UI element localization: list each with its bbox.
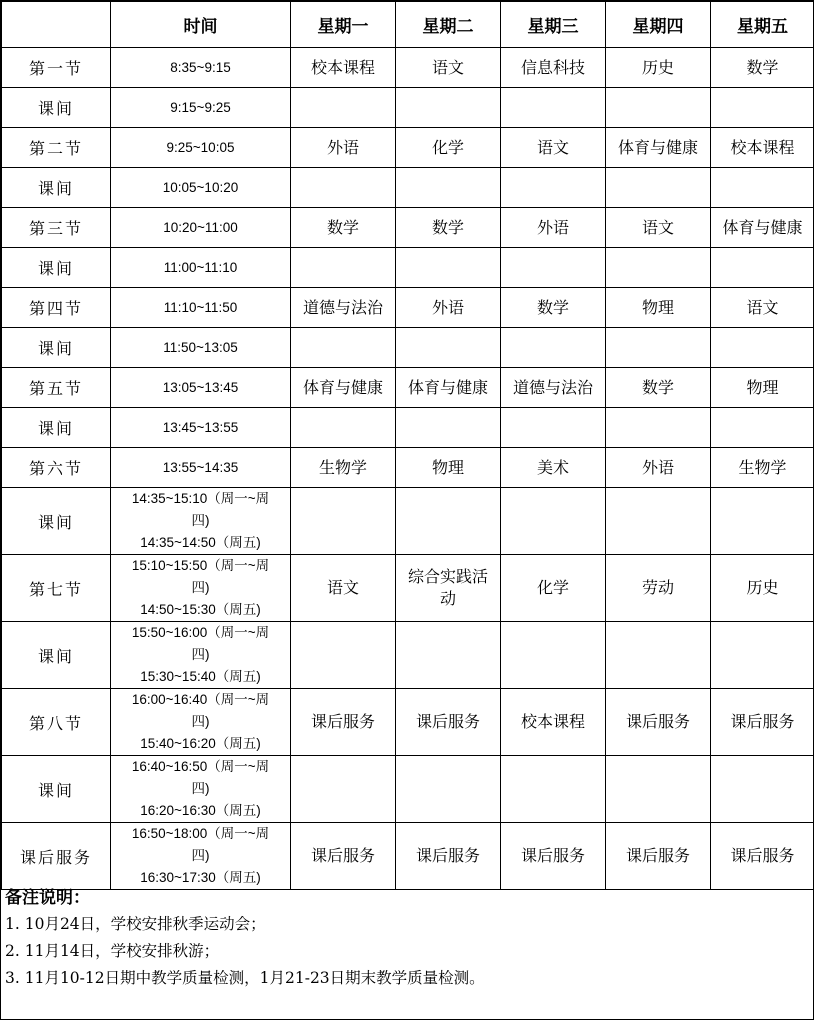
time-line: 15:30~15:40（周五) [140,669,261,684]
time-line: 四) [191,647,210,662]
table-row [2,823,814,890]
subject-cell [396,622,501,689]
subject-cell: 课后服务 [711,823,814,890]
subject-cell: 信息科技 [501,48,606,88]
table-row [2,622,814,689]
period-label: 课间 [2,488,111,555]
period-time [111,823,291,890]
subject-cell [291,248,396,288]
time-line: 14:35~15:10（周一~周 [131,491,270,506]
table-row [2,368,814,408]
period-label: 第五节 [2,368,111,408]
time-line: 15:10~15:50（周一~周 [131,558,270,573]
period-label: 课间 [2,756,111,823]
subject-cell: 语文 [501,128,606,168]
period-label: 第八节 [2,689,111,756]
subject-cell [396,248,501,288]
table-row [2,328,814,368]
subject-cell [291,328,396,368]
time-line: 11:50~13:05 [163,339,238,355]
period-time [111,328,291,368]
period-time [111,48,291,88]
time-line: 10:05~10:20 [162,179,239,195]
subject-cell [606,756,711,823]
subject-cell: 体育与健康 [396,368,501,408]
period-time [111,128,291,168]
subject-cell: 课后服务 [606,689,711,756]
subject-cell [606,622,711,689]
subject-cell: 体育与健康 [711,208,814,248]
period-label: 第六节 [2,448,111,488]
subject-cell [396,88,501,128]
time-line: 16:40~16:50（周一~周 [131,759,270,774]
subject-cell: 生物学 [711,448,814,488]
subject-cell: 外语 [501,208,606,248]
subject-cell: 数学 [291,208,396,248]
header-tuesday: 星期二 [396,2,501,48]
time-line: 16:00~16:40（周一~周 [131,692,270,707]
period-label: 课间 [2,408,111,448]
table-row [2,288,814,328]
table-row [2,208,814,248]
time-line: 11:10~11:50 [163,299,238,315]
time-line: 9:15~9:25 [170,99,231,115]
period-time [111,622,291,689]
period-label: 第四节 [2,288,111,328]
subject-cell [396,488,501,555]
header-row [2,2,814,48]
table-row [2,88,814,128]
subject-cell [501,248,606,288]
table-row [2,555,814,622]
subject-cell [606,408,711,448]
subject-cell [396,756,501,823]
subject-cell: 校本课程 [501,689,606,756]
time-line: 15:40~16:20（周五) [140,736,261,751]
period-time [111,168,291,208]
subject-cell [291,622,396,689]
subject-cell: 劳动 [606,555,711,622]
subject-cell: 校本课程 [711,128,814,168]
subject-cell [396,408,501,448]
period-time [111,555,291,622]
period-label: 课间 [2,88,111,128]
notes-section [5,885,811,992]
time-line: 13:05~13:45 [162,379,239,395]
period-label: 课间 [2,328,111,368]
period-time [111,756,291,823]
subject-cell: 语文 [396,48,501,88]
period-time [111,488,291,555]
subject-cell [396,168,501,208]
subject-cell [291,408,396,448]
time-line: 四) [191,513,210,528]
subject-cell [711,408,814,448]
period-label: 第一节 [2,48,111,88]
subject-cell: 语文 [291,555,396,622]
time-line: 16:20~16:30（周五) [140,803,261,818]
subject-cell: 数学 [606,368,711,408]
period-label: 课间 [2,622,111,689]
time-line: 四) [191,848,210,863]
note-item-3: 3. 11月10-12日期中教学质量检测，1月21-23日期末教学质量检测。 [5,969,485,987]
subject-cell: 外语 [291,128,396,168]
table-row [2,48,814,88]
subject-cell [711,248,814,288]
subject-cell [291,88,396,128]
subject-cell: 数学 [396,208,501,248]
table-row [2,689,814,756]
subject-cell: 历史 [606,48,711,88]
note-item-1: 1. 10月24日，学校安排秋季运动会； [5,915,266,933]
subject-cell: 数学 [711,48,814,88]
subject-cell [606,88,711,128]
period-label: 第三节 [2,208,111,248]
subject-cell [711,88,814,128]
subject-cell: 化学 [501,555,606,622]
header-thursday: 星期四 [606,2,711,48]
table-row [2,248,814,288]
table-row [2,408,814,448]
time-line: 四) [191,714,210,729]
subject-cell: 课后服务 [501,823,606,890]
subject-cell [606,168,711,208]
subject-cell [501,622,606,689]
subject-cell [606,248,711,288]
subject-cell [711,488,814,555]
note-item-2: 2. 11月14日，学校安排秋游； [5,942,220,960]
header-time: 时间 [111,2,291,48]
subject-cell: 外语 [396,288,501,328]
time-line: 9:25~10:05 [166,139,235,155]
subject-cell: 物理 [606,288,711,328]
period-time [111,248,291,288]
time-line: 四) [191,781,210,796]
subject-cell [501,168,606,208]
subject-cell [501,328,606,368]
subject-cell [501,756,606,823]
period-time [111,689,291,756]
table-row [2,128,814,168]
time-line: 16:50~18:00（周一~周 [131,826,270,841]
period-time [111,448,291,488]
time-line: 8:35~9:15 [170,59,231,75]
time-line: 13:55~14:35 [162,459,239,475]
subject-cell: 课后服务 [711,689,814,756]
timetable [1,1,814,890]
corner-cell [2,2,111,48]
subject-cell [711,328,814,368]
subject-cell: 化学 [396,128,501,168]
time-line: 10:20~11:00 [163,219,238,235]
subject-cell [711,622,814,689]
time-line: 13:45~13:55 [162,419,239,435]
period-time [111,88,291,128]
subject-cell: 外语 [606,448,711,488]
subject-cell [291,756,396,823]
period-time [111,368,291,408]
subject-cell: 课后服务 [396,689,501,756]
header-monday: 星期一 [291,2,396,48]
period-time [111,408,291,448]
subject-cell [711,168,814,208]
notes-title: 备注说明： [5,888,90,908]
header-friday: 星期五 [711,2,814,48]
period-label: 第七节 [2,555,111,622]
table-row [2,488,814,555]
subject-cell: 语文 [711,288,814,328]
subject-cell [606,488,711,555]
header-wednesday: 星期三 [501,2,606,48]
subject-cell: 课后服务 [606,823,711,890]
subject-cell: 校本课程 [291,48,396,88]
subject-cell: 历史 [711,555,814,622]
subject-cell [501,88,606,128]
subject-cell: 课后服务 [291,823,396,890]
subject-cell [396,328,501,368]
subject-cell: 语文 [606,208,711,248]
subject-cell: 物理 [711,368,814,408]
subject-cell [606,328,711,368]
subject-cell: 美术 [501,448,606,488]
subject-cell: 数学 [501,288,606,328]
period-label: 课间 [2,248,111,288]
subject-cell: 课后服务 [396,823,501,890]
table-row [2,168,814,208]
subject-cell: 课后服务 [291,689,396,756]
time-line: 15:50~16:00（周一~周 [131,625,270,640]
subject-cell: 物理 [396,448,501,488]
subject-cell [291,488,396,555]
time-line: 16:30~17:30（周五) [140,870,261,885]
table-row [2,756,814,823]
subject-cell: 生物学 [291,448,396,488]
subject-cell: 综合实践活动 [396,555,501,622]
subject-cell [291,168,396,208]
period-time [111,288,291,328]
time-line: 四) [191,580,210,595]
period-label: 课间 [2,168,111,208]
subject-cell: 体育与健康 [606,128,711,168]
subject-cell [501,488,606,555]
subject-cell: 体育与健康 [291,368,396,408]
subject-cell [711,756,814,823]
time-line: 14:50~15:30（周五) [140,602,261,617]
period-time [111,208,291,248]
period-label: 课后服务 [2,823,111,890]
period-label: 第二节 [2,128,111,168]
time-line: 14:35~14:50（周五) [140,535,261,550]
subject-cell: 道德与法治 [501,368,606,408]
subject-cell: 道德与法治 [291,288,396,328]
subject-cell [501,408,606,448]
table-row [2,448,814,488]
time-line: 11:00~11:10 [163,259,238,275]
